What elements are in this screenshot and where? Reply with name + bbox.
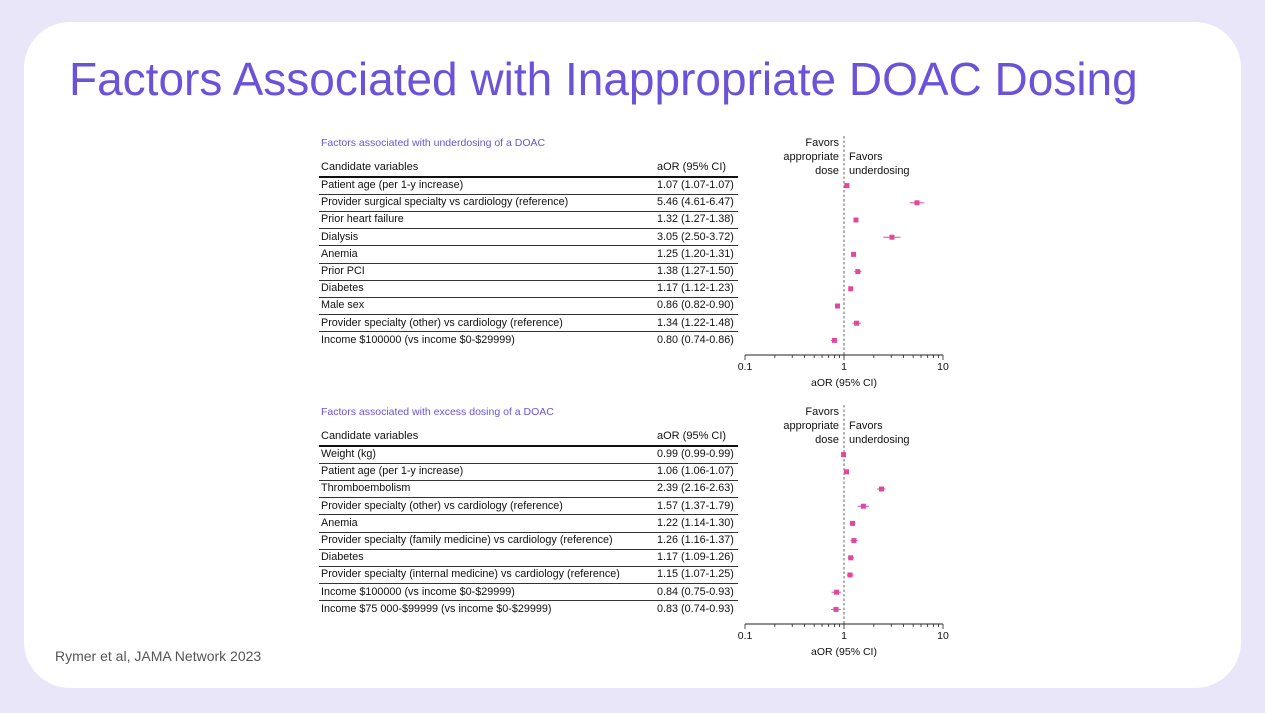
row-label: Provider specialty (other) vs cardiology (reference) (321, 499, 563, 512)
slide-title: Factors Associated with Inappropriate DOAC Dosing (69, 53, 1138, 105)
row-aor: 2.39 (2.16-2.63) (657, 482, 734, 495)
or-marker (889, 235, 894, 240)
row-label: Dialysis (321, 230, 359, 243)
or-marker (850, 521, 855, 526)
or-marker (914, 200, 919, 205)
row-label: Provider specialty (family medicine) vs cardiology (reference) (321, 534, 613, 546)
x-tick-label: 10 (937, 630, 949, 642)
row-aor: 1.07 (1.07-1.07) (657, 179, 734, 191)
x-axis-title: aOR (95% CI) (811, 377, 877, 389)
or-marker (848, 286, 853, 291)
row-aor: 0.84 (0.75-0.93) (657, 585, 734, 598)
x-tick-label: 0.1 (737, 361, 753, 373)
row-label: Weight (kg) (321, 448, 377, 460)
slide-card (24, 22, 1241, 688)
or-marker (861, 504, 866, 509)
row-aor: 1.57 (1.37-1.79) (657, 499, 734, 512)
row-aor: 1.17 (1.12-1.23) (657, 282, 734, 295)
or-marker (851, 252, 856, 257)
column-header-variables: Candidate variables (321, 430, 419, 442)
row-aor: 0.99 (0.99-0.99) (657, 448, 734, 460)
row-aor: 1.38 (1.27-1.50) (657, 265, 734, 277)
row-aor: 5.46 (4.61-6.47) (657, 196, 734, 209)
or-marker (834, 590, 839, 595)
row-label: Diabetes (321, 282, 364, 295)
panel-title: Factors associated with underdosing of a DOAC (321, 137, 546, 149)
row-label: Thromboembolism (321, 482, 411, 495)
favors-right-label: Favors underdosing (849, 151, 910, 177)
favors-left-label: Favors appropriate dose (783, 406, 839, 446)
citation: Rymer et al, JAMA Network 2023 (55, 648, 262, 664)
row-aor: 0.86 (0.82-0.90) (657, 299, 734, 312)
row-label: Male sex (321, 299, 365, 312)
row-label: Prior heart failure (321, 213, 404, 226)
forest-plot-svg (730, 405, 960, 658)
row-aor: 1.34 (1.22-1.48) (657, 316, 734, 329)
panel-title: Factors associated with excess dosing of a DOAC (321, 406, 554, 418)
row-label: Income $100000 (vs income $0-$29999) (321, 585, 515, 598)
forest-plot-svg (730, 136, 960, 389)
row-label: Provider specialty (other) vs cardiology (reference) (321, 316, 563, 329)
row-label: Prior PCI (321, 265, 365, 277)
row-aor: 1.26 (1.16-1.37) (657, 534, 734, 546)
or-marker (848, 573, 853, 578)
or-marker (851, 538, 856, 543)
or-marker (833, 607, 838, 612)
row-aor: 0.83 (0.74-0.93) (657, 602, 734, 615)
or-marker (855, 269, 860, 274)
row-label: Provider specialty (internal medicine) vs cardiology (reference) (321, 568, 620, 581)
row-label: Anemia (321, 247, 358, 260)
row-label: Patient age (per 1-y increase) (321, 179, 464, 191)
row-aor: 1.06 (1.06-1.07) (657, 465, 734, 478)
favors-right-label: Favors underdosing (849, 420, 910, 446)
or-marker (835, 304, 840, 309)
row-label: Income $75 000-$99999 (vs income $0-$29999) (321, 602, 552, 615)
x-tick-label: 10 (937, 361, 949, 373)
row-label: Provider surgical specialty vs cardiology (reference) (321, 196, 569, 209)
or-marker (879, 487, 884, 492)
or-marker (848, 555, 853, 560)
column-header-variables: Candidate variables (321, 161, 419, 173)
row-aor: 1.22 (1.14-1.30) (657, 516, 734, 529)
or-marker (854, 321, 859, 326)
row-label: Patient age (per 1-y increase) (321, 465, 464, 478)
row-label: Income $100000 (vs income $0-$29999) (321, 333, 515, 346)
column-header-aor: aOR (95% CI) (657, 430, 727, 442)
x-tick-label: 1 (841, 630, 847, 642)
x-tick-label: 0.1 (737, 630, 753, 642)
row-aor: 0.80 (0.74-0.86) (657, 333, 734, 346)
x-tick-label: 1 (841, 361, 847, 373)
or-marker (853, 218, 858, 223)
or-marker (832, 338, 837, 343)
x-axis-title: aOR (95% CI) (811, 646, 877, 658)
row-aor: 1.25 (1.20-1.31) (657, 247, 734, 260)
row-aor: 1.17 (1.09-1.26) (657, 551, 734, 564)
favors-left-label: Favors appropriate dose (783, 137, 839, 177)
or-marker (844, 183, 849, 188)
row-aor: 1.15 (1.07-1.25) (657, 568, 734, 581)
row-label: Anemia (321, 516, 358, 529)
or-marker (841, 452, 846, 457)
column-header-aor: aOR (95% CI) (657, 161, 727, 173)
row-aor: 1.32 (1.27-1.38) (657, 213, 734, 226)
row-aor: 3.05 (2.50-3.72) (657, 230, 734, 243)
or-marker (844, 469, 849, 474)
row-label: Diabetes (321, 551, 364, 564)
